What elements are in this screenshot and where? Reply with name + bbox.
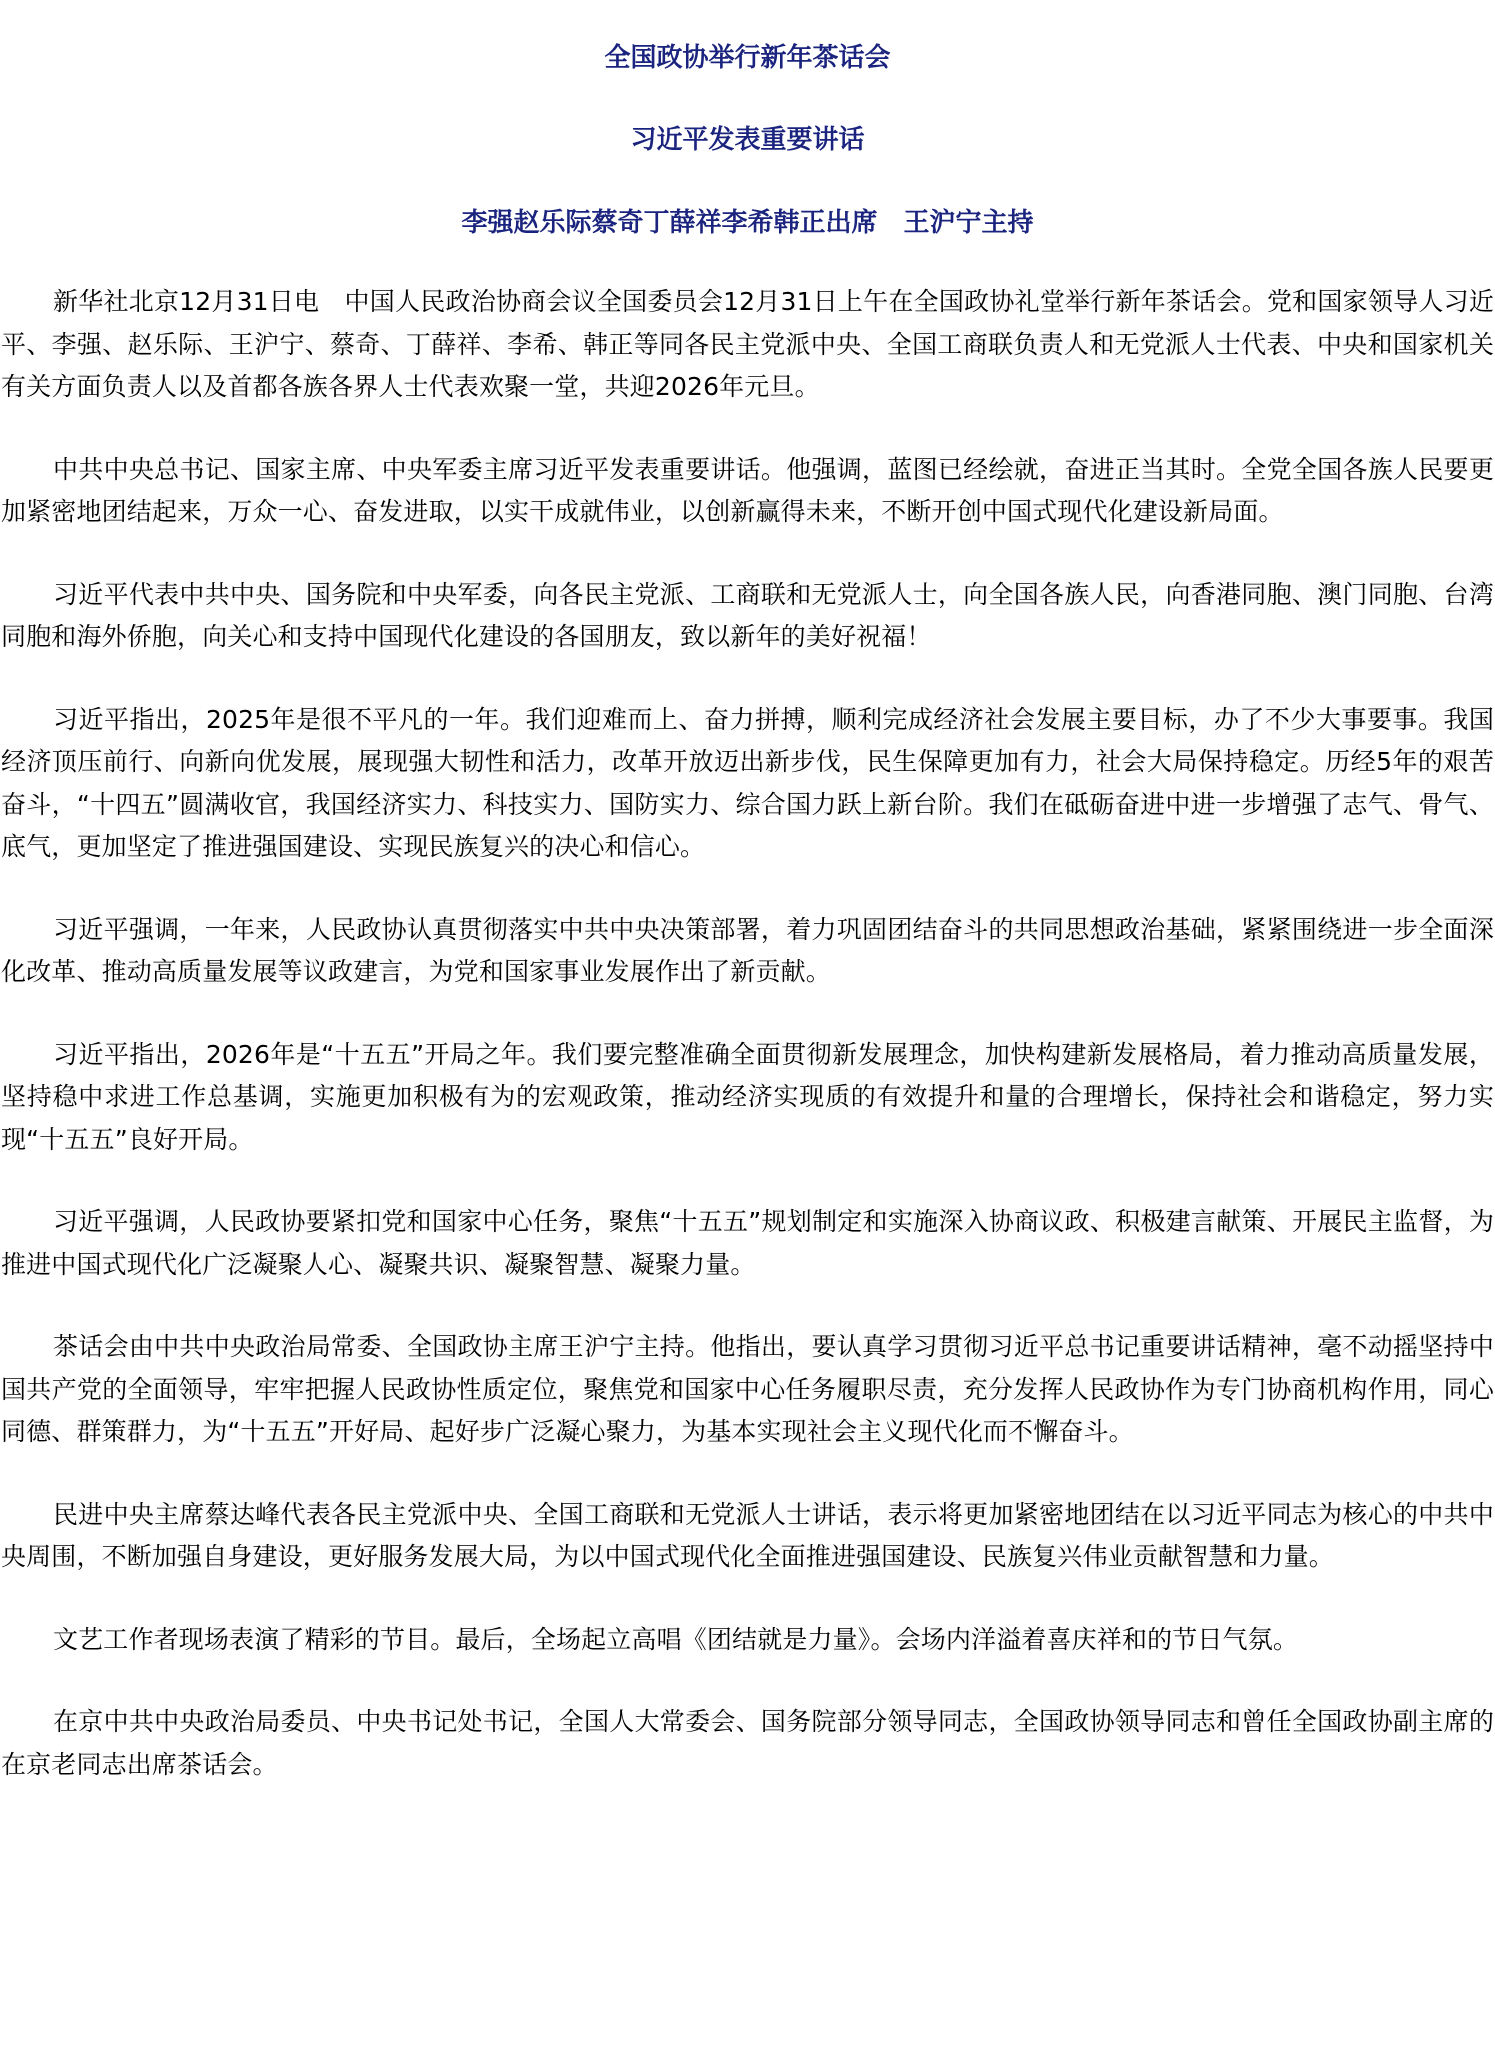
- paragraph-dateline: 新华社北京12月31日电 中国人民政治协商会议全国委员会12月31日上午在全国政协礼堂举行新年茶话会。党和国家领导人习近平、李强、赵乐际、王沪宁、蔡奇、丁薛祥、李希、韩正等同各民主党派中央、全国工商联负责人和无党派人士代表、中央和国家机关有关方面负责人以及首都各族各界人士代表欢聚一堂，共迎2026年元旦。: [1, 287, 1494, 401]
- paragraph-2025-review: 习近平指出，2025年是很不平凡的一年。我们迎难而上、奋力拼搏，顺利完成经济社会发展主要目标，办了不少大事要事。我国经济顶压前行、向新向优发展，展现强大韧性和活力，改革开放迈出新步伐，民生保障更加有力，社会大局保持稳定。历经5年的艰苦奋斗，“十四五”圆满收官，我国经济实力、科技实力、国防实力、综合国力跃上新台阶。我们在砥砺奋进中进一步增强了志气、骨气、底气，更加坚定了推进强国建设、实现民族复兴的决心和信心。: [1, 704, 1494, 861]
- headline-attendees: 李强赵乐际蔡奇丁薛祥李希韩正出席 王沪宁主持: [461, 208, 1034, 238]
- paragraph-host-remarks: 茶话会由中共中央政治局常委、全国政协主席王沪宁主持。他指出，要认真学习贯彻习近平总书记重要讲话精神，毫不动摇坚持中国共产党的全面领导，牢牢把握人民政协性质定位，聚焦党和国家中心任务履职尽责，充分发挥人民政协作为专门协商机构作用，同心同德、群策群力，为“十五五”开好局、起好步广泛凝心聚力，为基本实现社会主义现代化而不懈奋斗。: [1, 1332, 1494, 1446]
- headline-sub: 习近平发表重要讲话: [630, 125, 865, 155]
- paragraph-parties-speech: 民进中央主席蔡达峰代表各民主党派中央、全国工商联和无党派人士讲话，表示将更加紧密地团结在以习近平同志为核心的中共中央周围，不断加强自身建设，更好服务发展大局，为以中国式现代化全面推进强国建设、民族复兴伟业贡献智慧和力量。: [1, 1499, 1494, 1571]
- paragraph-2026-outlook: 习近平指出，2026年是“十五五”开局之年。我们要完整准确全面贯彻新发展理念，加快构建新发展格局，着力推动高质量发展，坚持稳中求进工作总基调，实施更加积极有为的宏观政策，推动经济实现质的有效提升和量的合理增长，保持社会和谐稳定，努力实现“十五五”良好开局。: [1, 1039, 1494, 1154]
- paragraph-speech: 中共中央总书记、国家主席、中央军委主席习近平发表重要讲话。他强调，蓝图已经绘就，奋进正当其时。全党全国各族人民要更加紧密地团结起来，万众一心、奋发进取，以实干成就伟业，以创新赢得未来，不断开创中国式现代化建设新局面。: [1, 454, 1494, 526]
- headline-main: 全国政协举行新年茶话会: [604, 43, 891, 73]
- paragraph-cppcc-work: 习近平强调，一年来，人民政协认真贯彻落实中共中央决策部署，着力巩固团结奋斗的共同思想政治基础，紧紧围绕进一步全面深化改革、推动高质量发展等议政建言，为党和国家事业发展作出了新贡献。: [1, 914, 1494, 986]
- paragraph-cppcc-tasks: 习近平强调，人民政协要紧扣党和国家中心任务，聚焦“十五五”规划制定和实施深入协商议政、积极建言献策、开展民主监督，为推进中国式现代化广泛凝聚人心、凝聚共识、凝聚智慧、凝聚力量。: [1, 1207, 1494, 1279]
- paragraph-performance: 文艺工作者现场表演了精彩的节目。最后，全场起立高唱《团结就是力量》。会场内洋溢着喜庆祥和的节日气氛。: [53, 1624, 1299, 1654]
- paragraph-attendees: 在京中共中央政治局委员、中央书记处书记，全国人大常委会、国务院部分领导同志，全国政协领导同志和曾任全国政协副主席的在京老同志出席茶话会。: [1, 1707, 1494, 1779]
- paragraph-greetings: 习近平代表中共中央、国务院和中央军委，向各民主党派、工商联和无党派人士，向全国各族人民，向香港同胞、澳门同胞、台湾同胞和海外侨胞，向关心和支持中国现代化建设的各国朋友，致以新年的美好祝福！: [1, 579, 1494, 651]
